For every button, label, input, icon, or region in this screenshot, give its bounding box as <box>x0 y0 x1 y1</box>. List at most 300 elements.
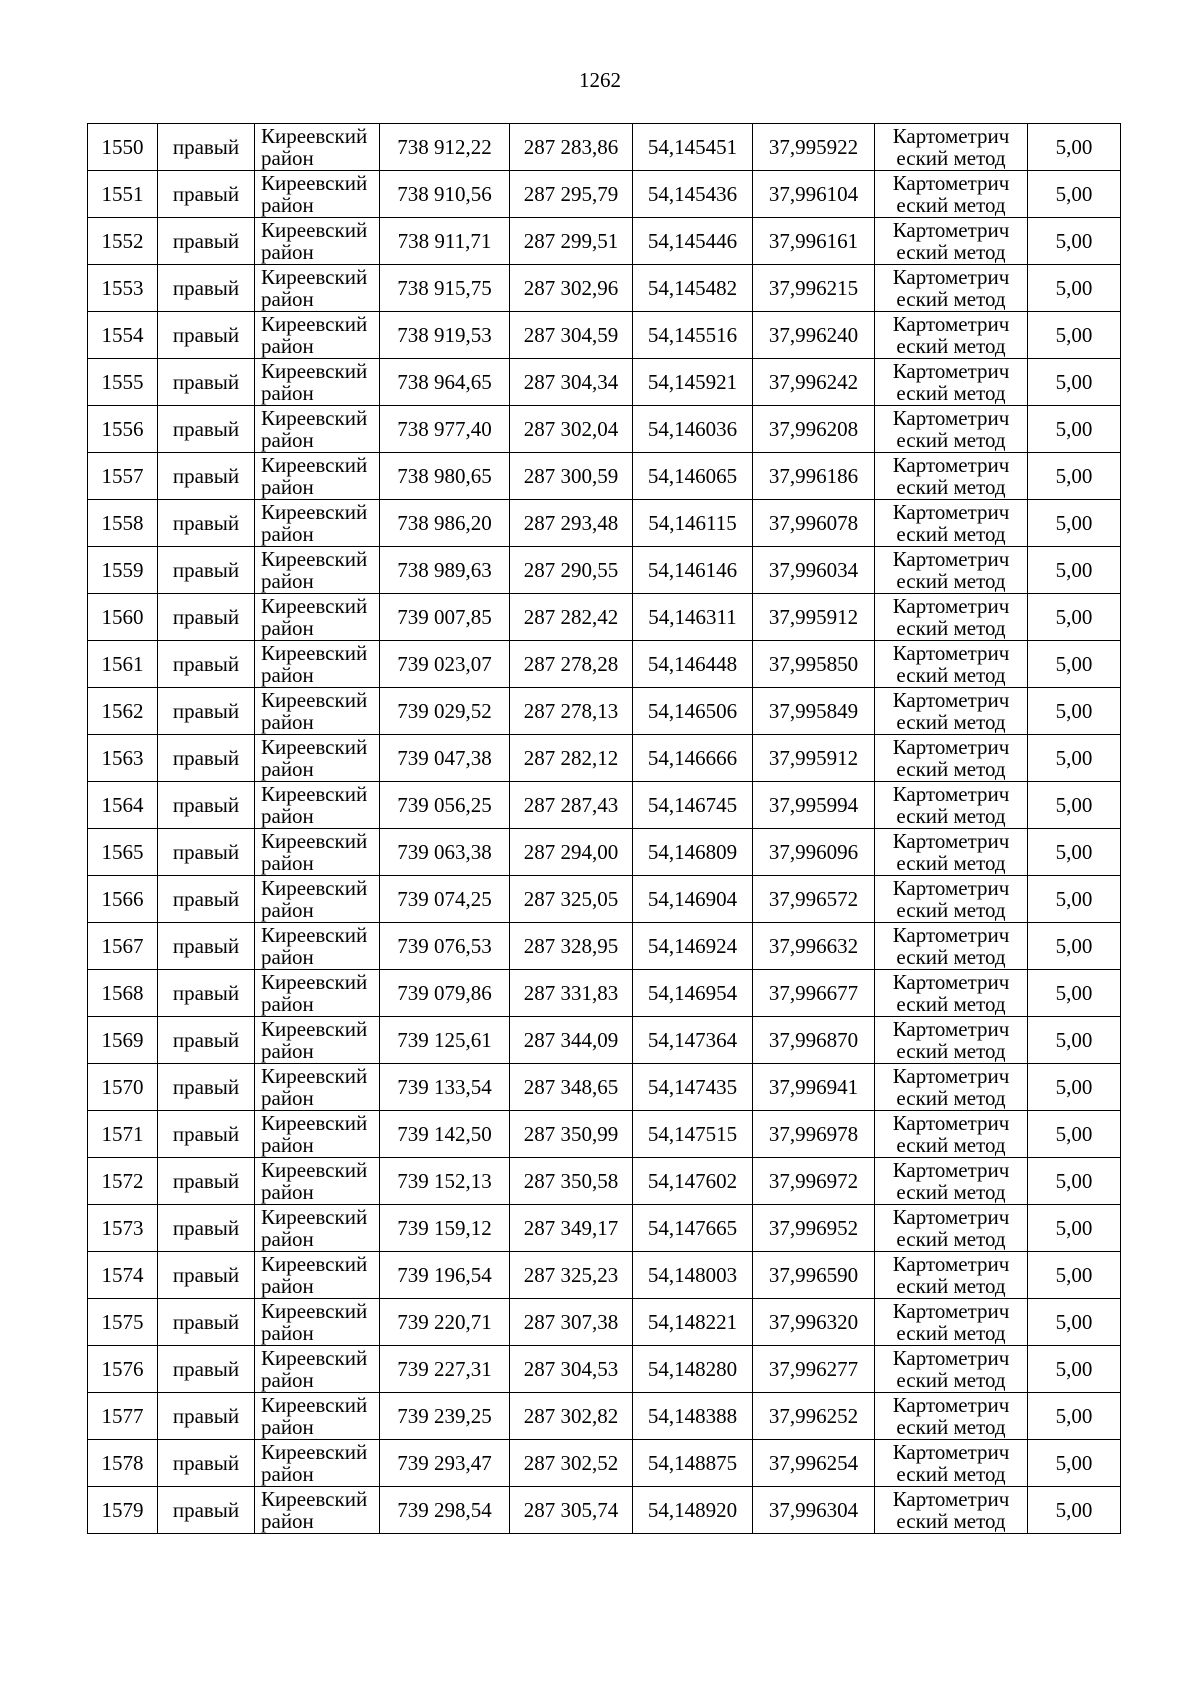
method-line: еский метод <box>896 287 1006 311</box>
cell-longitude: 37,996320 <box>753 1299 875 1346</box>
method-line: Картометрич <box>892 1346 1010 1370</box>
cell-side: правый <box>158 1017 255 1064</box>
cell-number: 1564 <box>88 782 158 829</box>
method-line: еский метод <box>896 1227 1006 1251</box>
district-line: район <box>261 945 314 969</box>
table-row <box>88 829 1121 876</box>
cell-number: 1558 <box>88 500 158 547</box>
district-line: район <box>261 569 314 593</box>
cell-y: 287 299,51 <box>510 218 633 265</box>
cell-latitude: 54,147515 <box>633 1111 753 1158</box>
cell-side: правый <box>158 923 255 970</box>
district-line: район <box>261 381 314 405</box>
method-line: Картометрич <box>892 594 1010 618</box>
cell-y: 287 293,48 <box>510 500 633 547</box>
cell-x: 738 986,20 <box>380 500 510 547</box>
method-line: еский метод <box>896 193 1006 217</box>
cell-side: правый <box>158 1346 255 1393</box>
cell-latitude: 54,146146 <box>633 547 753 594</box>
cell-latitude: 54,146904 <box>633 876 753 923</box>
cell-latitude: 54,147665 <box>633 1205 753 1252</box>
cell-longitude: 37,996104 <box>753 171 875 218</box>
cell-latitude: 54,146448 <box>633 641 753 688</box>
method-line: Картометрич <box>892 1440 1010 1464</box>
cell-accuracy: 5,00 <box>1028 688 1121 735</box>
cell-method <box>875 1064 1028 1111</box>
cell-y: 287 302,04 <box>510 406 633 453</box>
district-line: район <box>261 1509 314 1533</box>
cell-x: 738 989,63 <box>380 547 510 594</box>
method-line: еский метод <box>896 1180 1006 1204</box>
cell-district <box>255 1017 380 1064</box>
cell-district <box>255 923 380 970</box>
cell-side: правый <box>158 500 255 547</box>
cell-district <box>255 735 380 782</box>
cell-accuracy: 5,00 <box>1028 1346 1121 1393</box>
cell-number: 1565 <box>88 829 158 876</box>
cell-side: правый <box>158 1393 255 1440</box>
district-line: Киреевский <box>261 970 368 994</box>
cell-method <box>875 500 1028 547</box>
cell-y: 287 278,13 <box>510 688 633 735</box>
district-line: район <box>261 1039 314 1063</box>
method-line: Картометрич <box>892 641 1010 665</box>
cell-method <box>875 1111 1028 1158</box>
cell-accuracy: 5,00 <box>1028 500 1121 547</box>
cell-number: 1575 <box>88 1299 158 1346</box>
cell-accuracy: 5,00 <box>1028 124 1121 171</box>
cell-y: 287 282,12 <box>510 735 633 782</box>
cell-side: правый <box>158 312 255 359</box>
cell-method <box>875 923 1028 970</box>
cell-x: 739 152,13 <box>380 1158 510 1205</box>
cell-latitude: 54,147435 <box>633 1064 753 1111</box>
cell-method <box>875 641 1028 688</box>
cell-longitude: 37,996240 <box>753 312 875 359</box>
cell-method <box>875 1252 1028 1299</box>
cell-y: 287 304,53 <box>510 1346 633 1393</box>
method-line: еский метод <box>896 1509 1006 1533</box>
district-line: Киреевский <box>261 829 368 853</box>
cell-accuracy: 5,00 <box>1028 970 1121 1017</box>
district-line: Киреевский <box>261 641 368 665</box>
cell-number: 1579 <box>88 1487 158 1534</box>
cell-longitude: 37,996304 <box>753 1487 875 1534</box>
method-line: Картометрич <box>892 1017 1010 1041</box>
table-row <box>88 453 1121 500</box>
method-line: еский метод <box>896 240 1006 264</box>
cell-number: 1566 <box>88 876 158 923</box>
cell-side: правый <box>158 594 255 641</box>
district-line: Киреевский <box>261 735 368 759</box>
cell-method <box>875 1346 1028 1393</box>
cell-accuracy: 5,00 <box>1028 171 1121 218</box>
cell-method <box>875 406 1028 453</box>
district-line: район <box>261 1274 314 1298</box>
cell-y: 287 295,79 <box>510 171 633 218</box>
cell-latitude: 54,148003 <box>633 1252 753 1299</box>
district-line: район <box>261 663 314 687</box>
cell-side: правый <box>158 1205 255 1252</box>
cell-side: правый <box>158 453 255 500</box>
district-line: район <box>261 1415 314 1439</box>
cell-district <box>255 1487 380 1534</box>
cell-method <box>875 1487 1028 1534</box>
cell-side: правый <box>158 688 255 735</box>
cell-y: 287 283,86 <box>510 124 633 171</box>
cell-method <box>875 1205 1028 1252</box>
cell-number: 1555 <box>88 359 158 406</box>
district-line: Киреевский <box>261 1064 368 1088</box>
cell-x: 739 056,25 <box>380 782 510 829</box>
cell-latitude: 54,146311 <box>633 594 753 641</box>
cell-district <box>255 124 380 171</box>
method-line: еский метод <box>896 1086 1006 1110</box>
district-line: Киреевский <box>261 594 368 618</box>
cell-side: правый <box>158 1487 255 1534</box>
district-line: Киреевский <box>261 1111 368 1135</box>
cell-y: 287 348,65 <box>510 1064 633 1111</box>
cell-side: правый <box>158 829 255 876</box>
cell-number: 1573 <box>88 1205 158 1252</box>
cell-longitude: 37,996034 <box>753 547 875 594</box>
district-line: Киреевский <box>261 1017 368 1041</box>
cell-x: 739 079,86 <box>380 970 510 1017</box>
method-line: еский метод <box>896 1462 1006 1486</box>
cell-x: 739 220,71 <box>380 1299 510 1346</box>
cell-latitude: 54,146115 <box>633 500 753 547</box>
table-row <box>88 1111 1121 1158</box>
cell-latitude: 54,146065 <box>633 453 753 500</box>
cell-district <box>255 1346 380 1393</box>
table-row <box>88 594 1121 641</box>
cell-accuracy: 5,00 <box>1028 1017 1121 1064</box>
table-row <box>88 688 1121 735</box>
cell-side: правый <box>158 406 255 453</box>
cell-latitude: 54,146809 <box>633 829 753 876</box>
cell-latitude: 54,146666 <box>633 735 753 782</box>
cell-side: правый <box>158 876 255 923</box>
table-row <box>88 500 1121 547</box>
cell-x: 738 915,75 <box>380 265 510 312</box>
table-body <box>88 124 1121 1534</box>
cell-x: 739 227,31 <box>380 1346 510 1393</box>
cell-number: 1572 <box>88 1158 158 1205</box>
cell-y: 287 294,00 <box>510 829 633 876</box>
cell-side: правый <box>158 1064 255 1111</box>
cell-latitude: 54,145451 <box>633 124 753 171</box>
cell-district <box>255 547 380 594</box>
table-row <box>88 547 1121 594</box>
cell-latitude: 54,146036 <box>633 406 753 453</box>
table-row <box>88 1440 1121 1487</box>
cell-x: 738 912,22 <box>380 124 510 171</box>
cell-method <box>875 735 1028 782</box>
cell-number: 1551 <box>88 171 158 218</box>
method-line: еский метод <box>896 428 1006 452</box>
method-line: еский метод <box>896 898 1006 922</box>
district-line: район <box>261 710 314 734</box>
cell-longitude: 37,996632 <box>753 923 875 970</box>
cell-number: 1576 <box>88 1346 158 1393</box>
table-row <box>88 1158 1121 1205</box>
cell-side: правый <box>158 1158 255 1205</box>
method-line: Картометрич <box>892 1064 1010 1088</box>
method-line: Картометрич <box>892 1158 1010 1182</box>
district-line: Киреевский <box>261 1393 368 1417</box>
cell-longitude: 37,996978 <box>753 1111 875 1158</box>
cell-x: 738 919,53 <box>380 312 510 359</box>
cell-method <box>875 218 1028 265</box>
cell-method <box>875 782 1028 829</box>
cell-y: 287 304,59 <box>510 312 633 359</box>
cell-longitude: 37,996572 <box>753 876 875 923</box>
cell-method <box>875 594 1028 641</box>
cell-latitude: 54,148920 <box>633 1487 753 1534</box>
method-line: еский метод <box>896 1368 1006 1392</box>
district-line: Киреевский <box>261 1440 368 1464</box>
method-line: еский метод <box>896 146 1006 170</box>
district-line: район <box>261 1368 314 1392</box>
cell-side: правый <box>158 1111 255 1158</box>
method-line: еский метод <box>896 1274 1006 1298</box>
cell-latitude: 54,145516 <box>633 312 753 359</box>
table-row <box>88 876 1121 923</box>
table-row <box>88 1205 1121 1252</box>
cell-y: 287 302,96 <box>510 265 633 312</box>
cell-latitude: 54,148388 <box>633 1393 753 1440</box>
cell-accuracy: 5,00 <box>1028 1205 1121 1252</box>
cell-accuracy: 5,00 <box>1028 594 1121 641</box>
cell-side: правый <box>158 641 255 688</box>
cell-number: 1554 <box>88 312 158 359</box>
district-line: Киреевский <box>261 171 368 195</box>
cell-latitude: 54,148280 <box>633 1346 753 1393</box>
cell-district <box>255 1299 380 1346</box>
cell-side: правый <box>158 124 255 171</box>
cell-latitude: 54,145482 <box>633 265 753 312</box>
cell-district <box>255 1064 380 1111</box>
cell-y: 287 344,09 <box>510 1017 633 1064</box>
method-line: еский метод <box>896 663 1006 687</box>
cell-method <box>875 1158 1028 1205</box>
district-line: район <box>261 334 314 358</box>
cell-longitude: 37,996941 <box>753 1064 875 1111</box>
district-line: район <box>261 1227 314 1251</box>
district-line: Киреевский <box>261 547 368 571</box>
cell-latitude: 54,147364 <box>633 1017 753 1064</box>
cell-number: 1559 <box>88 547 158 594</box>
cell-accuracy: 5,00 <box>1028 359 1121 406</box>
method-line: еский метод <box>896 1133 1006 1157</box>
cell-longitude: 37,995922 <box>753 124 875 171</box>
cell-y: 287 325,23 <box>510 1252 633 1299</box>
cell-side: правый <box>158 218 255 265</box>
method-line: еский метод <box>896 334 1006 358</box>
cell-y: 287 302,82 <box>510 1393 633 1440</box>
cell-x: 738 964,65 <box>380 359 510 406</box>
district-line: район <box>261 851 314 875</box>
table-row <box>88 1252 1121 1299</box>
cell-method <box>875 124 1028 171</box>
cell-accuracy: 5,00 <box>1028 782 1121 829</box>
method-line: еский метод <box>896 1415 1006 1439</box>
cell-accuracy: 5,00 <box>1028 1064 1121 1111</box>
method-line: Картометрич <box>892 1252 1010 1276</box>
district-line: Киреевский <box>261 923 368 947</box>
district-line: Киреевский <box>261 265 368 289</box>
cell-longitude: 37,996870 <box>753 1017 875 1064</box>
cell-y: 287 350,99 <box>510 1111 633 1158</box>
cell-longitude: 37,996590 <box>753 1252 875 1299</box>
cell-district <box>255 782 380 829</box>
cell-number: 1556 <box>88 406 158 453</box>
cell-longitude: 37,995849 <box>753 688 875 735</box>
cell-latitude: 54,145921 <box>633 359 753 406</box>
cell-x: 738 911,71 <box>380 218 510 265</box>
method-line: Картометрич <box>892 359 1010 383</box>
cell-latitude: 54,148221 <box>633 1299 753 1346</box>
cell-district <box>255 876 380 923</box>
district-line: Киреевский <box>261 124 368 148</box>
cell-district <box>255 1252 380 1299</box>
cell-district <box>255 1111 380 1158</box>
cell-number: 1577 <box>88 1393 158 1440</box>
cell-district <box>255 312 380 359</box>
cell-district <box>255 1158 380 1205</box>
method-line: еский метод <box>896 757 1006 781</box>
cell-number: 1578 <box>88 1440 158 1487</box>
method-line: Картометрич <box>892 406 1010 430</box>
cell-accuracy: 5,00 <box>1028 923 1121 970</box>
cell-longitude: 37,995912 <box>753 594 875 641</box>
district-line: Киреевский <box>261 688 368 712</box>
cell-x: 738 910,56 <box>380 171 510 218</box>
cell-number: 1553 <box>88 265 158 312</box>
method-line: еский метод <box>896 1039 1006 1063</box>
cell-x: 739 023,07 <box>380 641 510 688</box>
cell-side: правый <box>158 265 255 312</box>
method-line: Картометрич <box>892 735 1010 759</box>
cell-x: 739 007,85 <box>380 594 510 641</box>
method-line: Картометрич <box>892 1393 1010 1417</box>
cell-number: 1557 <box>88 453 158 500</box>
coordinates-table <box>87 123 1121 1534</box>
cell-accuracy: 5,00 <box>1028 641 1121 688</box>
table-row <box>88 923 1121 970</box>
cell-district <box>255 218 380 265</box>
district-line: Киреевский <box>261 312 368 336</box>
cell-longitude: 37,996972 <box>753 1158 875 1205</box>
district-line: район <box>261 1321 314 1345</box>
cell-x: 739 196,54 <box>380 1252 510 1299</box>
district-line: Киреевский <box>261 1158 368 1182</box>
table-row <box>88 312 1121 359</box>
district-line: район <box>261 475 314 499</box>
table-row <box>88 265 1121 312</box>
cell-number: 1567 <box>88 923 158 970</box>
district-line: Киреевский <box>261 1346 368 1370</box>
cell-longitude: 37,995850 <box>753 641 875 688</box>
cell-y: 287 300,59 <box>510 453 633 500</box>
cell-longitude: 37,996078 <box>753 500 875 547</box>
cell-x: 739 074,25 <box>380 876 510 923</box>
cell-longitude: 37,996161 <box>753 218 875 265</box>
district-line: Киреевский <box>261 1299 368 1323</box>
table-row <box>88 124 1121 171</box>
cell-accuracy: 5,00 <box>1028 735 1121 782</box>
method-line: Картометрич <box>892 124 1010 148</box>
cell-method <box>875 1440 1028 1487</box>
method-line: Картометрич <box>892 1487 1010 1511</box>
cell-number: 1574 <box>88 1252 158 1299</box>
cell-accuracy: 5,00 <box>1028 265 1121 312</box>
method-line: еский метод <box>896 804 1006 828</box>
cell-side: правый <box>158 782 255 829</box>
cell-number: 1560 <box>88 594 158 641</box>
cell-longitude: 37,995994 <box>753 782 875 829</box>
cell-accuracy: 5,00 <box>1028 406 1121 453</box>
cell-number: 1569 <box>88 1017 158 1064</box>
table-row <box>88 970 1121 1017</box>
cell-longitude: 37,996186 <box>753 453 875 500</box>
cell-method <box>875 1299 1028 1346</box>
cell-district <box>255 688 380 735</box>
cell-x: 739 047,38 <box>380 735 510 782</box>
cell-accuracy: 5,00 <box>1028 1487 1121 1534</box>
district-line: район <box>261 992 314 1016</box>
cell-number: 1562 <box>88 688 158 735</box>
cell-method <box>875 312 1028 359</box>
cell-x: 739 159,12 <box>380 1205 510 1252</box>
method-line: еский метод <box>896 945 1006 969</box>
cell-method <box>875 453 1028 500</box>
cell-latitude: 54,146954 <box>633 970 753 1017</box>
page-number: 1262 <box>579 68 621 92</box>
table-row <box>88 782 1121 829</box>
method-line: Картометрич <box>892 876 1010 900</box>
table-row <box>88 359 1121 406</box>
method-line: Картометрич <box>892 218 1010 242</box>
method-line: еский метод <box>896 381 1006 405</box>
cell-district <box>255 1393 380 1440</box>
cell-district <box>255 970 380 1017</box>
cell-method <box>875 359 1028 406</box>
cell-district <box>255 594 380 641</box>
cell-side: правый <box>158 1440 255 1487</box>
cell-longitude: 37,996952 <box>753 1205 875 1252</box>
cell-latitude: 54,147602 <box>633 1158 753 1205</box>
method-line: Картометрич <box>892 829 1010 853</box>
district-line: район <box>261 522 314 546</box>
cell-side: правый <box>158 547 255 594</box>
district-line: Киреевский <box>261 1205 368 1229</box>
cell-y: 287 278,28 <box>510 641 633 688</box>
cell-district <box>255 359 380 406</box>
cell-number: 1563 <box>88 735 158 782</box>
district-line: район <box>261 757 314 781</box>
cell-x: 739 076,53 <box>380 923 510 970</box>
table-row <box>88 218 1121 265</box>
cell-y: 287 302,52 <box>510 1440 633 1487</box>
district-line: район <box>261 1133 314 1157</box>
cell-y: 287 305,74 <box>510 1487 633 1534</box>
cell-district <box>255 453 380 500</box>
cell-latitude: 54,146745 <box>633 782 753 829</box>
method-line: Картометрич <box>892 782 1010 806</box>
cell-accuracy: 5,00 <box>1028 547 1121 594</box>
cell-accuracy: 5,00 <box>1028 1252 1121 1299</box>
